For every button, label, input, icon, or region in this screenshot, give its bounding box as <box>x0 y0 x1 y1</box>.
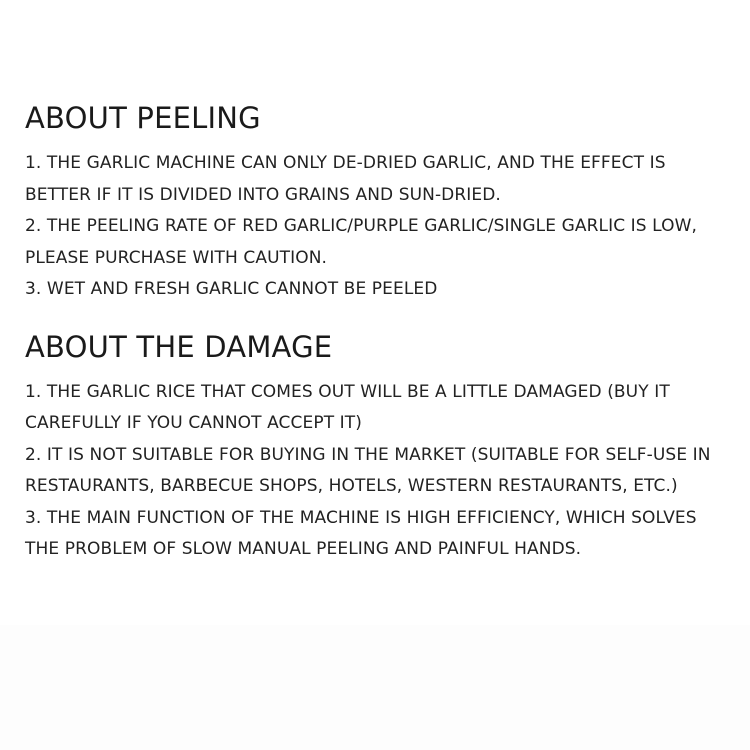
about-peeling-section <box>25 98 725 306</box>
about-peeling-heading: ABOUT PEELING <box>25 101 261 135</box>
damage-note-1: 1. THE GARLIC RICE THAT COMES OUT WILL BE A LITTLE DAMAGED (BUY IT CAREFULLY IF YOU CANNOT ACCEPT IT) <box>25 381 670 433</box>
peeling-note-1: 1. THE GARLIC MACHINE CAN ONLY DE-DRIED GARLIC, AND THE EFFECT IS BETTER IF IT IS DIVIDED INTO GRAINS AND SUN-DRIED. <box>25 153 666 205</box>
damage-note-3: 3. THE MAIN FUNCTION OF THE MACHINE IS HIGH EFFICIENCY, WHICH SOLVES THE PROBLEM OF SLOW MANUAL PEELING AND PAINFUL HANDS. <box>25 507 697 559</box>
about-damage-heading: ABOUT THE DAMAGE <box>25 329 333 364</box>
notes-content <box>25 98 725 566</box>
peeling-note-3: 3. WET AND FRESH GARLIC CANNOT BE PEELED <box>25 279 438 299</box>
about-damage-section <box>25 327 725 566</box>
peeling-note-2: 2. THE PEELING RATE OF RED GARLIC/PURPLE GARLIC/SINGLE GARLIC IS LOW, PLEASE PURCHASE WITH CAUTION. <box>25 216 698 268</box>
damage-note-2: 2. IT IS NOT SUITABLE FOR BUYING IN THE MARKET (SUITABLE FOR SELF-USE IN RESTAURANTS, BARBECUE SHOPS, HOTELS, WESTERN RESTAURANTS, ETC.) <box>25 444 711 496</box>
